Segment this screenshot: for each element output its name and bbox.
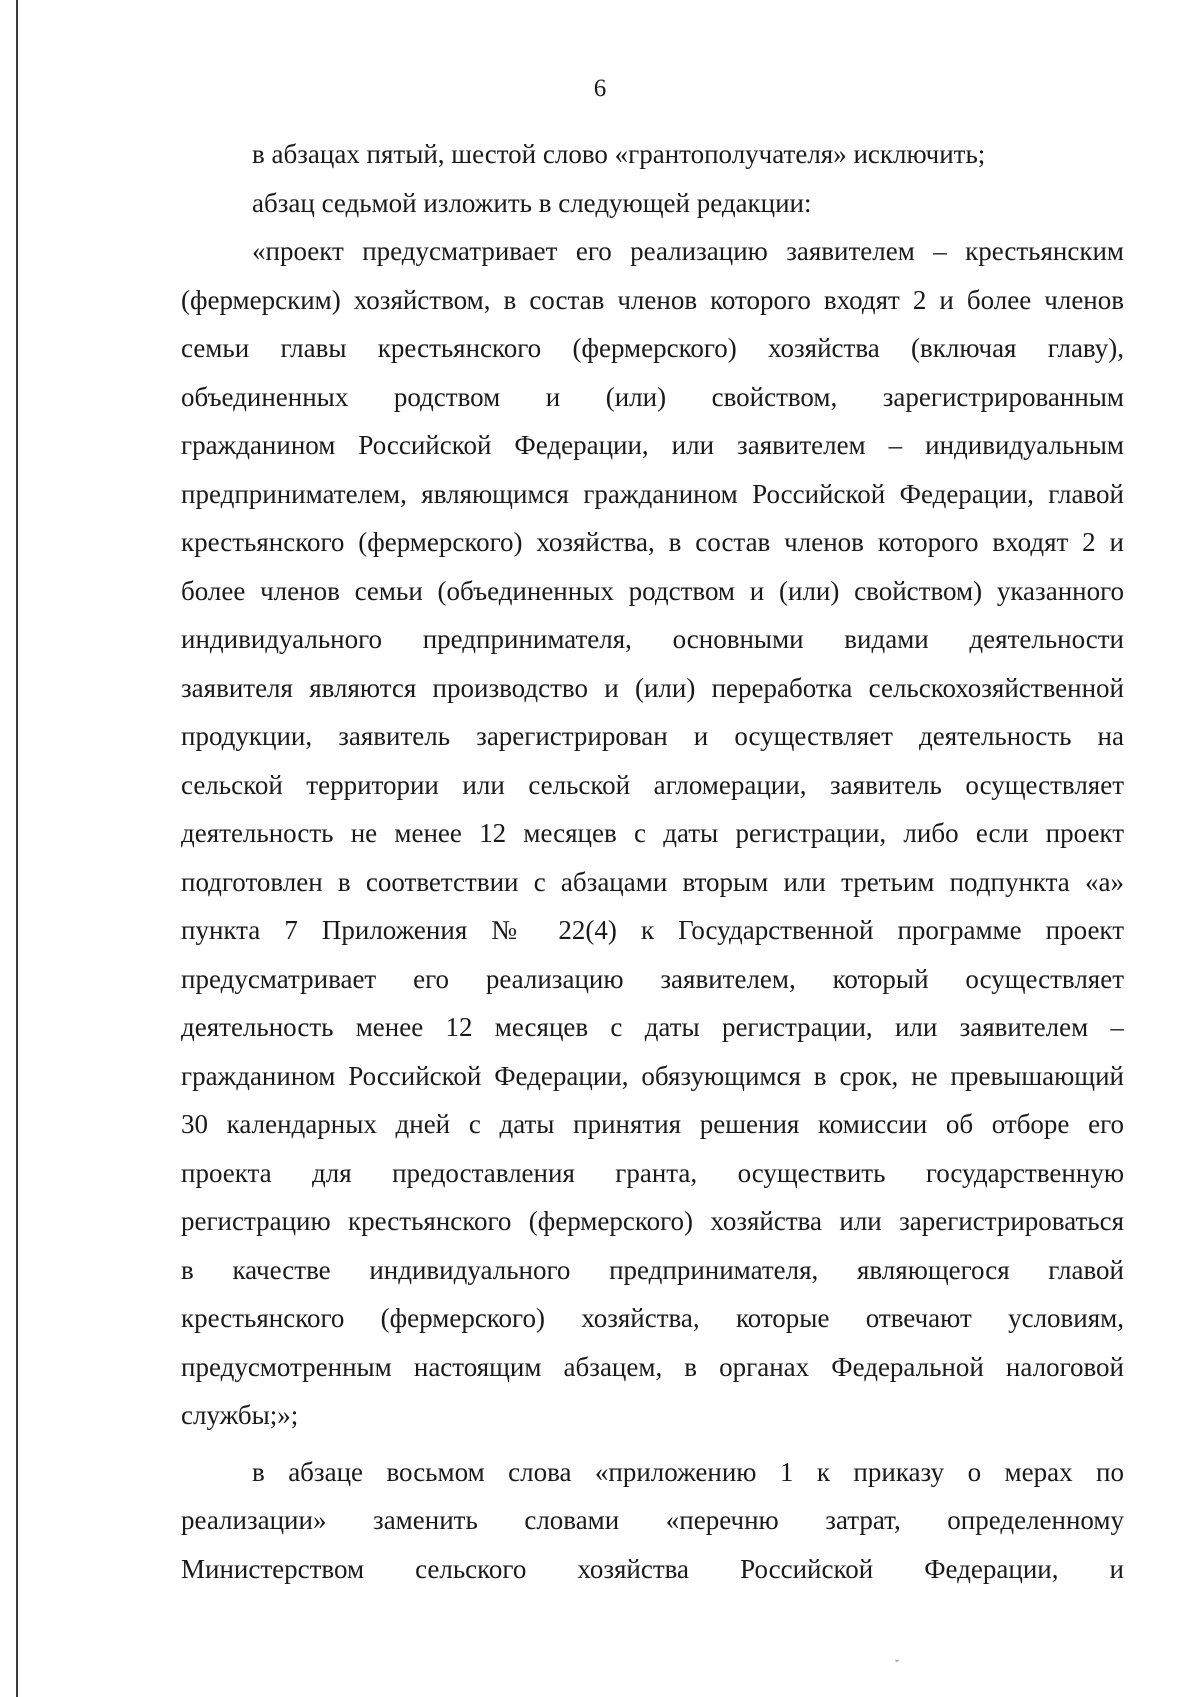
text-line-17: пункта 7 Приложения № 22(4) к Государственной программе проект (181, 915, 1124, 945)
text-line-19: деятельность менее 12 месяцев с даты регистрации, или заявителем – (181, 1012, 1124, 1042)
text-line-20: гражданином Российской Федерации, обязующимся в срок, не превышающий (181, 1060, 1124, 1091)
text-line-15: деятельность не менее 12 месяцев с даты регистрации, либо если проект (181, 818, 1124, 848)
text-line-30: Министерством сельского хозяйства Российской Федерации, и (181, 1553, 1124, 1584)
text-line-8: предпринимателем, являющимся гражданином Российской Федерации, главой (181, 478, 1124, 509)
text-line-6: объединенных родством и (или) свойством, зарегистрированным (181, 381, 1124, 412)
text-line-11: индивидуального предпринимателя, основными видами деятельности (181, 624, 1124, 654)
text-line-22: проекта для предоставления гранта, осуществить государственную (181, 1157, 1124, 1188)
text-line-16: подготовлен в соответствии с абзацами вторым или третьим подпункта «а» (181, 866, 1124, 897)
text-line-28: в абзаце восьмом слова «приложению 1 к приказу о мерах по (252, 1456, 1124, 1487)
text-line-7: гражданином Российской Федерации, или заявителем – индивидуальным (181, 430, 1124, 460)
text-line-18: предусматривает его реализацию заявителем, который осуществляет (181, 963, 1124, 994)
text-line-25: крестьянского (фермерского) хозяйства, которые отвечают условиям, (181, 1303, 1124, 1333)
text-line-12: заявителя являются производство и (или) переработка сельскохозяйственной (181, 672, 1124, 703)
text-line-23: регистрацию крестьянского (фермерского) хозяйства или зарегистрироваться (181, 1206, 1124, 1236)
text-line-14: сельской территории или сельской агломерации, заявитель осуществляет (181, 769, 1124, 800)
text-line-29: реализации» заменить словами «перечню затрат, определенному (181, 1505, 1124, 1535)
scan-speck: ˇ (895, 1657, 899, 1671)
text-line-3: «проект предусматривает его реализацию заявителем – крестьянским (252, 236, 1124, 266)
text-line-26: предусмотренным настоящим абзацем, в органах Федеральной налоговой (181, 1351, 1124, 1382)
text-line-13: продукции, заявитель зарегистрирован и осуществляет деятельность на (181, 721, 1124, 751)
text-line-2: абзац седьмой изложить в следующей редакции: (252, 187, 812, 218)
text-line-4: (фермерским) хозяйством, в состав членов которого входят 2 и более членов (181, 284, 1124, 315)
scan-left-edge (16, 0, 18, 1697)
text-line-21: 30 календарных дней с даты принятия решения комиссии об отборе его (181, 1109, 1124, 1139)
text-line-1: в абзацах пятый, шестой слово «грантополучателя» исключить; (252, 139, 986, 169)
text-line-24: в качестве индивидуального предпринимателя, являющегося главой (181, 1254, 1124, 1285)
text-line-9: крестьянского (фермерского) хозяйства, в состав членов которого входят 2 и (181, 527, 1124, 557)
document-body (181, 130, 1124, 1593)
text-line-5: семьи главы крестьянского (фермерского) хозяйства (включая главу), (181, 333, 1124, 363)
text-line-10: более членов семьи (объединенных родством и (или) свойством) указанного (181, 575, 1124, 606)
page-number: 6 (593, 75, 607, 102)
text-line-27: службы;»; (181, 1400, 299, 1430)
